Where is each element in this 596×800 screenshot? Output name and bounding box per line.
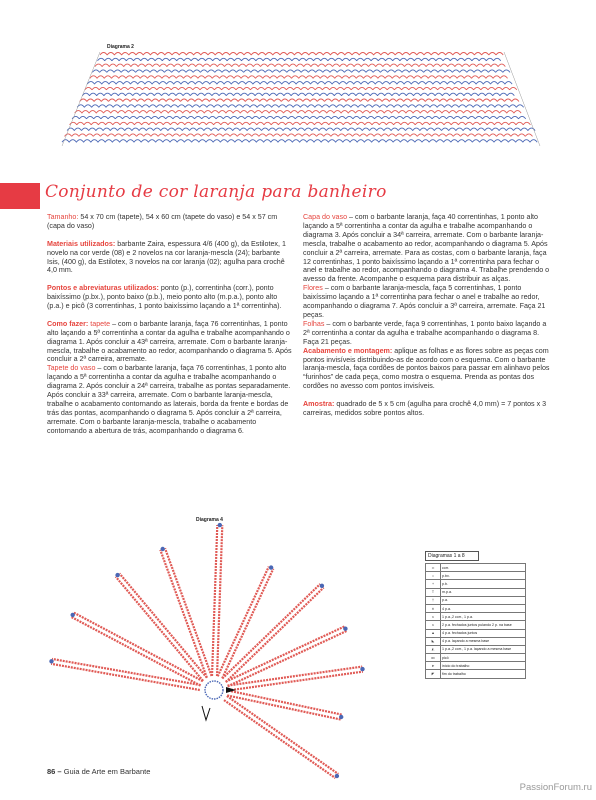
legend-row bbox=[426, 670, 526, 678]
diagram-4-arm-tip bbox=[320, 584, 324, 588]
flowers-paragraph bbox=[303, 284, 551, 320]
end-marker-icon bbox=[202, 706, 210, 720]
diagram-2-row bbox=[92, 70, 510, 73]
cover-text: – com o barbante laranja, faça 40 correntinhas, 1 ponto alto laçando a 5ª correntinha a contar da agulha e trabalhe acompanhando o diagrama 3. Após concluir a 34ª carreira, arremate. Com o barbante laranja-mescla, trabalhe o acabamento ao redor, acompanhando o diagrama 5. Após concluir a 2ª carreira, arremate. Para as costas, com o barbante laranja, faça 12 correntinhas, 1 ponto baixíssimo laçando a 1ª correntinha para fechar o anel e trabalhe ao redor, acompanhando o diagrama 4. Trabalhe prendendo o avesso da frente. Acompanhe o esquema para distribuir as alças. bbox=[303, 213, 550, 284]
diagram-4-arm-tip bbox=[343, 627, 347, 631]
sample-text: quadrado de 5 x 5 cm (agulha para crochê 4,0 mm) = 7 pontos x 3 carreiras, medidos sobre pontos altos. bbox=[303, 400, 547, 417]
diagram-4-arm-tip bbox=[269, 565, 273, 569]
diagram-4-arm-tip bbox=[360, 667, 364, 671]
diagram-4-arm bbox=[227, 696, 338, 774]
leaves-text: – com o barbante verde, faça 9 correntinhas, 1 ponto baixo laçando a 2ª correntinha a contar da agulha e trabalhe acompanhando o diagrama 8. Faça 21 peças. bbox=[303, 319, 547, 346]
legend-label: picô bbox=[441, 654, 526, 662]
legend-symbol: ◭ bbox=[426, 645, 441, 653]
size-text: 54 x 70 cm (tapete), 54 x 60 cm (tapete do vaso) e 54 x 57 cm (capa do vaso) bbox=[47, 213, 278, 230]
legend-symbol: + bbox=[426, 580, 441, 588]
diagram-4-arm bbox=[228, 691, 342, 715]
diagram-2-row bbox=[77, 105, 523, 108]
legend-label: 2 p.a. fechados juntos pulando 2 p. na base bbox=[441, 621, 526, 629]
points-paragraph bbox=[47, 284, 292, 311]
legend-row bbox=[426, 654, 526, 662]
legend-symbol: † bbox=[426, 596, 441, 604]
heading-accent-bar bbox=[0, 183, 40, 209]
legend-table bbox=[425, 563, 526, 679]
legend-label: início do trabalho bbox=[441, 662, 526, 670]
diagram-4-arm bbox=[160, 550, 207, 678]
cover-paragraph bbox=[303, 213, 551, 284]
diagram-4-ring bbox=[205, 681, 223, 699]
diagram-2-row bbox=[100, 53, 503, 56]
flowers-label: Flores bbox=[303, 284, 323, 293]
diagram-4-arm bbox=[228, 667, 363, 686]
legend-symbol: ∧ bbox=[426, 613, 441, 621]
legend-symbol: ꝏ bbox=[426, 654, 441, 662]
left-column bbox=[47, 213, 292, 436]
vase-paragraph bbox=[47, 364, 292, 435]
sample-paragraph bbox=[303, 400, 551, 418]
diagram-4-arm bbox=[226, 627, 345, 682]
leaves-paragraph bbox=[303, 320, 551, 347]
diagram-2-row bbox=[70, 122, 531, 125]
legend-symbol: ✕ bbox=[426, 604, 441, 612]
diagram-2-row bbox=[65, 134, 533, 137]
diagram-4-arm bbox=[165, 548, 212, 676]
diagram-4-arm bbox=[212, 525, 217, 676]
legend-row bbox=[426, 572, 526, 580]
legend-label: p.a. bbox=[441, 596, 526, 604]
legend-symbol: ◤ bbox=[426, 670, 441, 678]
finish-paragraph bbox=[303, 347, 551, 392]
diagram-2-row bbox=[75, 111, 521, 114]
legend-symbol: ➤ bbox=[426, 662, 441, 670]
diagram-2-row bbox=[95, 64, 505, 67]
diagram-2-row bbox=[87, 82, 512, 85]
points-label: Pontos e abreviaturas utilizados: bbox=[47, 284, 159, 293]
legend-row bbox=[426, 662, 526, 670]
page-number: 86 bbox=[47, 767, 56, 776]
legend-row bbox=[426, 588, 526, 596]
legend-label: 1 p.a.,2 corr., 1 p.a. laçando a mesma base bbox=[441, 645, 526, 653]
diagram-2-row bbox=[80, 99, 519, 102]
legend bbox=[425, 551, 526, 679]
diagram-2-row bbox=[90, 76, 508, 79]
diagram-2-row bbox=[62, 140, 537, 143]
legend-title: Diagramas 1 a 8 bbox=[425, 551, 479, 561]
diagram-2-title: Diagrama 2 bbox=[107, 44, 134, 50]
flowers-text: – com o barbante laranja-mescla, faça 5 correntinhas, 1 ponto baixíssimo laçando a 1ª correntinha para fechar o anel e trabalhe ao redor, acompanhando o diagrama 7. Após concluir a 3ª carreira, arremate. Faça 21 peças. bbox=[303, 284, 546, 319]
legend-symbol: ∧ bbox=[426, 621, 441, 629]
start-marker-icon bbox=[226, 687, 236, 693]
vase-label: Tapete do vaso bbox=[47, 364, 96, 373]
diagram-2-edge bbox=[62, 52, 540, 146]
footer-text: Guia de Arte em Barbante bbox=[63, 767, 151, 776]
vase-text: – com o barbante laranja, faça 76 correntinhas, 1 ponto alto laçando a 5ª correntinha a contar da agulha e trabalhe acompanhando o diagrama 2. Após concluir a 24ª carreira, trabalhe as pontas separadamente. Após concluir a 33ª carreira, arremate. Com o barbante laranja-mescla, trabalhe o acabamento contornando as laterais, borda da frente e bordas de trás das pontas, acompanhando o diagrama 5. Após concluir a 2ª carreira, arremate. Com o barbante laranja-mescla, trabalhe o acabamento contornando a abertura de trás, acompanhando o diagrama 6. bbox=[47, 364, 291, 435]
diagram-4-arm bbox=[51, 664, 200, 690]
materials-text: barbante Zaira, espessura 4/6 (400 g), da Estilotex, 1 novelo na cor verde (08) e 2 novelos na cor laranja-mescla (24); barbante Isis, (400 g), da Estilotex, 3 novelos na cor laranja (02); agulha para crochê 4,0 mm. bbox=[47, 239, 286, 275]
legend-symbol: • bbox=[426, 572, 441, 580]
diagram-2-row bbox=[85, 87, 517, 90]
legend-label: 4 p.a. bbox=[441, 604, 526, 612]
diagram-4-arm bbox=[116, 577, 203, 681]
diagram-2-row bbox=[72, 116, 526, 119]
diagram-4-arm-tip bbox=[161, 547, 165, 551]
footer-separator: – bbox=[55, 767, 64, 776]
diagram-4-arm-tip bbox=[339, 715, 343, 719]
legend-label: 4 p.a. laçando a mesma base bbox=[441, 637, 526, 645]
points-text: ponto (p.), correntinha (corr.), ponto baixíssimo (p.bx.), ponto baixo (p.b.), meio ponto alto (m.p.a.), ponto alto (p.a.) e picô (3 correntinhas, 1 ponto baixíssimo laçando a 1ª correntinha). bbox=[47, 284, 282, 311]
legend-row bbox=[426, 621, 526, 629]
legend-label: fim do trabalho bbox=[441, 670, 526, 678]
diagram-4-arm bbox=[52, 659, 201, 685]
sample-label: Amostra: bbox=[303, 400, 335, 409]
diagram-4-arm bbox=[218, 567, 269, 677]
right-column bbox=[303, 213, 551, 427]
legend-symbol: ∞ bbox=[426, 564, 441, 572]
leaves-label: Folhas bbox=[303, 319, 325, 328]
diagram-4-arm bbox=[74, 613, 203, 682]
size-paragraph bbox=[47, 213, 292, 231]
diagram-4-arm-tip bbox=[49, 659, 53, 663]
legend-label: m.p.a. bbox=[441, 588, 526, 596]
diagram-4-arm bbox=[224, 700, 335, 778]
size-label: Tamanho: bbox=[47, 213, 79, 221]
diagram-4-arm bbox=[217, 525, 222, 676]
materials-label: Materiais utilizados: bbox=[47, 239, 116, 248]
diagram-4-arm bbox=[222, 584, 320, 679]
diagram-2-row bbox=[98, 58, 501, 61]
legend-row bbox=[426, 637, 526, 645]
how-text: – com o barbante laranja, faça 76 correntinhas, 1 ponto alto laçando a 5ª correntinha a contar da agulha e trabalhe acompanhando o diagrama 1. Após concluir a 43ª carreira, arremate. Com o barbante laranja-mescla, trabalhe o acabamento ao redor, acompanhando o diagrama 5. Após concluir a 2ª carreira, arremate. bbox=[47, 319, 292, 364]
legend-row bbox=[426, 629, 526, 637]
materials-paragraph bbox=[47, 240, 292, 276]
diagram-4-arm-tip bbox=[115, 573, 119, 577]
legend-row bbox=[426, 564, 526, 572]
legend-symbol: ▲ bbox=[426, 629, 441, 637]
legend-label: p.bx. bbox=[441, 572, 526, 580]
diagram-4-arm-tip bbox=[71, 613, 75, 617]
diagram-2-row bbox=[82, 93, 514, 96]
diagram-4-arm bbox=[227, 695, 340, 719]
diagram-4-arm bbox=[228, 631, 347, 686]
how-sub: tapete bbox=[88, 319, 111, 328]
diagram-4-arm bbox=[226, 588, 324, 683]
legend-row bbox=[426, 604, 526, 612]
legend-symbol: T bbox=[426, 588, 441, 596]
how-label: Como fazer: bbox=[47, 319, 89, 328]
cover-label: Capa do vaso bbox=[303, 213, 348, 221]
diagram-4-arm bbox=[222, 569, 273, 679]
legend-row bbox=[426, 645, 526, 653]
legend-row bbox=[426, 580, 526, 588]
section-title: Conjunto de cor laranja para banheiro bbox=[45, 182, 387, 202]
legend-row bbox=[426, 596, 526, 604]
diagram-4-arm-tip bbox=[218, 523, 222, 527]
legend-label: p.b. bbox=[441, 580, 526, 588]
diagram-4-arm bbox=[228, 672, 363, 691]
diagram-4-arm-tip bbox=[335, 774, 339, 778]
legend-label: 1 p.a.,2 corr., 1 p.a. bbox=[441, 613, 526, 621]
diagram-4-arm bbox=[72, 617, 201, 686]
how-paragraph bbox=[47, 320, 292, 365]
legend-label: 4 p.a. fechados juntos bbox=[441, 629, 526, 637]
legend-label: corr. bbox=[441, 564, 526, 572]
diagram-4-title: Diagrama 4 bbox=[196, 517, 223, 523]
legend-symbol: ◣ bbox=[426, 637, 441, 645]
diagram-4-arm bbox=[120, 574, 207, 678]
diagram-2-row bbox=[67, 128, 535, 131]
watermark: PassionForum.ru bbox=[519, 782, 592, 793]
page-footer bbox=[47, 767, 150, 776]
finish-label: Acabamento e montagem: bbox=[303, 346, 393, 355]
finish-text: aplique as folhas e as flores sobre as peças com pontos invisíveis distribuindo-as de acordo com o esquema. Com o barbante laranja-mescla, faça cordões de pontos baixos para passar em alinhavo pelos “furinhos” de cada peça, como mostra o esquema. Prenda as pontas dos cordões no avesso com pontos invisíveis. bbox=[303, 346, 550, 391]
legend-row bbox=[426, 613, 526, 621]
